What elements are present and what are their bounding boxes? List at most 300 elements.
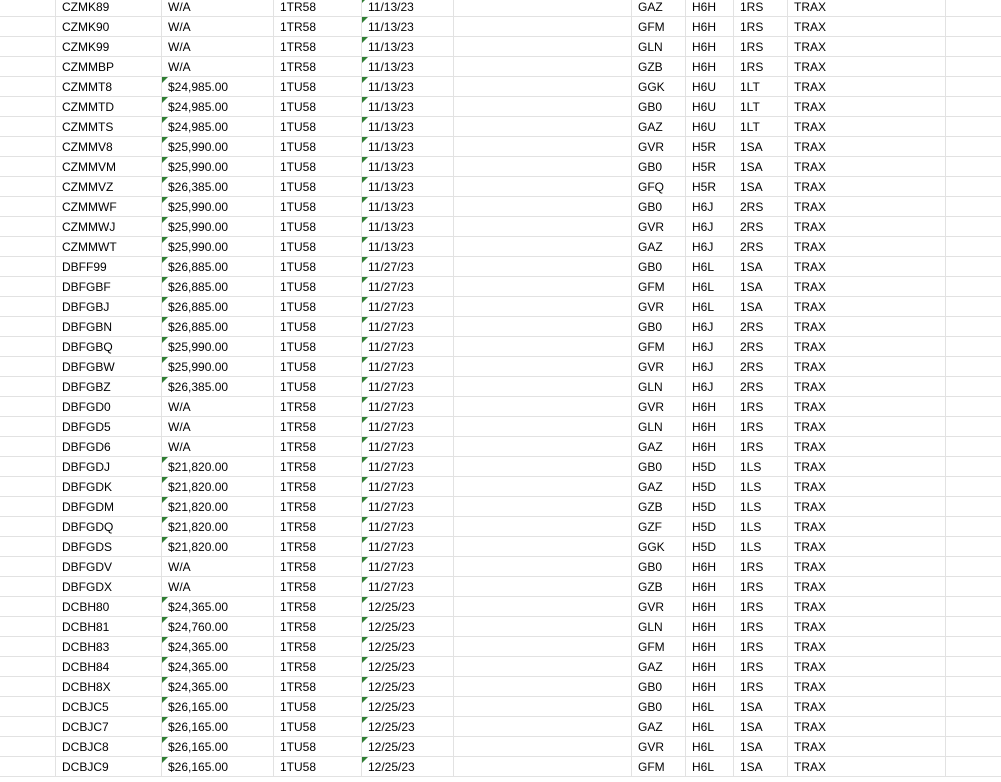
cell-color-code[interactable]: GB0 — [632, 557, 686, 577]
cell-blank-k[interactable] — [946, 297, 1001, 317]
cell-vin-code[interactable]: DBFGDK — [56, 477, 162, 497]
cell-color-code[interactable]: GB0 — [632, 97, 686, 117]
cell-date[interactable]: 11/27/23 — [362, 457, 454, 477]
cell-blank-f[interactable] — [454, 477, 632, 497]
cell-package[interactable]: 2RS — [734, 217, 788, 237]
cell-trim-code[interactable]: H5D — [686, 457, 734, 477]
cell-model[interactable]: 1TU58 — [274, 717, 362, 737]
cell-blank-f[interactable] — [454, 597, 632, 617]
cell-color-code[interactable]: GVR — [632, 397, 686, 417]
cell-price[interactable]: $24,985.00 — [162, 77, 274, 97]
cell-blank-f[interactable] — [454, 617, 632, 637]
cell-color-code[interactable]: GLN — [632, 37, 686, 57]
cell-vehicle-type[interactable]: TRAX — [788, 357, 946, 377]
cell-blank-f[interactable] — [454, 577, 632, 597]
cell-color-code[interactable]: GZB — [632, 497, 686, 517]
cell-vin-code[interactable]: DCBH81 — [56, 617, 162, 637]
cell-vin-code[interactable]: DCBJC5 — [56, 697, 162, 717]
cell-vin-code[interactable]: DBFGD5 — [56, 417, 162, 437]
cell-vehicle-type[interactable]: TRAX — [788, 117, 946, 137]
cell-package[interactable]: 1LS — [734, 457, 788, 477]
cell-date[interactable]: 12/25/23 — [362, 757, 454, 777]
cell-date[interactable]: 12/25/23 — [362, 597, 454, 617]
cell-color-code[interactable]: GAZ — [632, 717, 686, 737]
cell-date[interactable]: 11/13/23 — [362, 177, 454, 197]
cell-vehicle-type[interactable]: TRAX — [788, 277, 946, 297]
cell-vehicle-type[interactable]: TRAX — [788, 97, 946, 117]
cell-model[interactable]: 1TU58 — [274, 117, 362, 137]
cell-vin-code[interactable]: DCBH84 — [56, 657, 162, 677]
cell-date[interactable]: 11/27/23 — [362, 417, 454, 437]
cell-vehicle-type[interactable]: TRAX — [788, 257, 946, 277]
cell-blank-f[interactable] — [454, 637, 632, 657]
cell-blank-k[interactable] — [946, 97, 1001, 117]
cell-blank-a[interactable] — [0, 497, 56, 517]
cell-price[interactable]: W/A — [162, 17, 274, 37]
cell-blank-k[interactable] — [946, 497, 1001, 517]
cell-price[interactable]: $26,165.00 — [162, 737, 274, 757]
cell-blank-a[interactable] — [0, 257, 56, 277]
cell-vin-code[interactable]: DBFGDQ — [56, 517, 162, 537]
cell-color-code[interactable]: GFQ — [632, 177, 686, 197]
cell-vehicle-type[interactable]: TRAX — [788, 737, 946, 757]
cell-color-code[interactable]: GLN — [632, 417, 686, 437]
cell-package[interactable]: 2RS — [734, 197, 788, 217]
cell-package[interactable]: 1RS — [734, 57, 788, 77]
cell-price[interactable]: $26,885.00 — [162, 317, 274, 337]
cell-package[interactable]: 2RS — [734, 317, 788, 337]
cell-date[interactable]: 11/27/23 — [362, 397, 454, 417]
cell-package[interactable]: 1SA — [734, 737, 788, 757]
cell-blank-a[interactable] — [0, 177, 56, 197]
cell-package[interactable]: 1RS — [734, 577, 788, 597]
cell-trim-code[interactable]: H6H — [686, 17, 734, 37]
cell-date[interactable]: 11/13/23 — [362, 17, 454, 37]
cell-trim-code[interactable]: H6L — [686, 757, 734, 777]
cell-blank-k[interactable] — [946, 117, 1001, 137]
cell-blank-f[interactable] — [454, 117, 632, 137]
cell-trim-code[interactable]: H6L — [686, 697, 734, 717]
cell-vehicle-type[interactable]: TRAX — [788, 537, 946, 557]
cell-vin-code[interactable]: CZMMWF — [56, 197, 162, 217]
cell-price[interactable]: $25,990.00 — [162, 137, 274, 157]
cell-vehicle-type[interactable]: TRAX — [788, 77, 946, 97]
cell-vin-code[interactable]: DBFGBF — [56, 277, 162, 297]
cell-blank-f[interactable] — [454, 17, 632, 37]
cell-trim-code[interactable]: H6J — [686, 237, 734, 257]
cell-model[interactable]: 1TU58 — [274, 137, 362, 157]
cell-blank-a[interactable] — [0, 77, 56, 97]
cell-date[interactable]: 11/27/23 — [362, 577, 454, 597]
cell-price[interactable]: W/A — [162, 57, 274, 77]
cell-date[interactable]: 12/25/23 — [362, 637, 454, 657]
cell-trim-code[interactable]: H6H — [686, 577, 734, 597]
cell-vehicle-type[interactable]: TRAX — [788, 157, 946, 177]
cell-date[interactable]: 11/13/23 — [362, 57, 454, 77]
cell-blank-a[interactable] — [0, 277, 56, 297]
cell-price[interactable]: $24,985.00 — [162, 97, 274, 117]
cell-blank-k[interactable] — [946, 737, 1001, 757]
cell-price[interactable]: $25,990.00 — [162, 157, 274, 177]
cell-model[interactable]: 1TR58 — [274, 497, 362, 517]
cell-trim-code[interactable]: H5R — [686, 137, 734, 157]
cell-blank-k[interactable] — [946, 637, 1001, 657]
cell-blank-k[interactable] — [946, 657, 1001, 677]
cell-date[interactable]: 11/13/23 — [362, 157, 454, 177]
cell-blank-k[interactable] — [946, 217, 1001, 237]
cell-model[interactable]: 1TU58 — [274, 237, 362, 257]
cell-blank-k[interactable] — [946, 577, 1001, 597]
cell-price[interactable]: W/A — [162, 577, 274, 597]
cell-color-code[interactable]: GAZ — [632, 657, 686, 677]
cell-blank-a[interactable] — [0, 437, 56, 457]
cell-trim-code[interactable]: H6H — [686, 397, 734, 417]
cell-color-code[interactable]: GFM — [632, 277, 686, 297]
cell-trim-code[interactable]: H6U — [686, 77, 734, 97]
cell-model[interactable]: 1TR58 — [274, 477, 362, 497]
cell-vehicle-type[interactable]: TRAX — [788, 217, 946, 237]
cell-blank-f[interactable] — [454, 37, 632, 57]
cell-blank-f[interactable] — [454, 497, 632, 517]
cell-vehicle-type[interactable]: TRAX — [788, 337, 946, 357]
cell-blank-k[interactable] — [946, 177, 1001, 197]
cell-package[interactable]: 1RS — [734, 397, 788, 417]
cell-date[interactable]: 11/13/23 — [362, 217, 454, 237]
cell-vin-code[interactable]: DBFGD0 — [56, 397, 162, 417]
cell-color-code[interactable]: GAZ — [632, 477, 686, 497]
cell-package[interactable]: 1RS — [734, 637, 788, 657]
cell-package[interactable]: 1SA — [734, 137, 788, 157]
cell-blank-a[interactable] — [0, 57, 56, 77]
cell-blank-f[interactable] — [454, 157, 632, 177]
cell-date[interactable]: 11/13/23 — [362, 197, 454, 217]
cell-blank-f[interactable] — [454, 0, 632, 17]
cell-color-code[interactable]: GAZ — [632, 437, 686, 457]
cell-date[interactable]: 12/25/23 — [362, 657, 454, 677]
cell-package[interactable]: 1LT — [734, 117, 788, 137]
cell-vin-code[interactable]: CZMK90 — [56, 17, 162, 37]
cell-vehicle-type[interactable]: TRAX — [788, 577, 946, 597]
cell-blank-f[interactable] — [454, 257, 632, 277]
cell-model[interactable]: 1TU58 — [274, 377, 362, 397]
cell-vehicle-type[interactable]: TRAX — [788, 17, 946, 37]
cell-blank-k[interactable] — [946, 417, 1001, 437]
cell-vin-code[interactable]: CZMMVZ — [56, 177, 162, 197]
cell-date[interactable]: 11/27/23 — [362, 377, 454, 397]
cell-model[interactable]: 1TR58 — [274, 657, 362, 677]
cell-vehicle-type[interactable]: TRAX — [788, 317, 946, 337]
cell-package[interactable]: 1RS — [734, 597, 788, 617]
cell-vehicle-type[interactable]: TRAX — [788, 237, 946, 257]
cell-color-code[interactable]: GAZ — [632, 0, 686, 17]
cell-model[interactable]: 1TR58 — [274, 617, 362, 637]
cell-trim-code[interactable]: H5D — [686, 517, 734, 537]
cell-blank-a[interactable] — [0, 157, 56, 177]
cell-trim-code[interactable]: H5D — [686, 497, 734, 517]
cell-price[interactable]: $21,820.00 — [162, 537, 274, 557]
cell-vehicle-type[interactable]: TRAX — [788, 417, 946, 437]
cell-date[interactable]: 11/27/23 — [362, 297, 454, 317]
cell-blank-a[interactable] — [0, 577, 56, 597]
cell-trim-code[interactable]: H6L — [686, 257, 734, 277]
cell-trim-code[interactable]: H6L — [686, 717, 734, 737]
cell-blank-k[interactable] — [946, 0, 1001, 17]
cell-package[interactable]: 1LT — [734, 97, 788, 117]
cell-color-code[interactable]: GVR — [632, 217, 686, 237]
cell-model[interactable]: 1TR58 — [274, 557, 362, 577]
cell-price[interactable]: $26,165.00 — [162, 717, 274, 737]
cell-vehicle-type[interactable]: TRAX — [788, 697, 946, 717]
cell-vin-code[interactable]: DBFGD6 — [56, 437, 162, 457]
cell-blank-a[interactable] — [0, 297, 56, 317]
cell-model[interactable]: 1TR58 — [274, 517, 362, 537]
cell-vehicle-type[interactable]: TRAX — [788, 397, 946, 417]
cell-vin-code[interactable]: CZMMBP — [56, 57, 162, 77]
cell-color-code[interactable]: GB0 — [632, 457, 686, 477]
cell-vehicle-type[interactable]: TRAX — [788, 677, 946, 697]
cell-price[interactable]: $26,885.00 — [162, 297, 274, 317]
cell-blank-f[interactable] — [454, 177, 632, 197]
cell-blank-f[interactable] — [454, 97, 632, 117]
cell-trim-code[interactable]: H6U — [686, 117, 734, 137]
cell-date[interactable]: 12/25/23 — [362, 737, 454, 757]
cell-model[interactable]: 1TU58 — [274, 737, 362, 757]
cell-blank-f[interactable] — [454, 297, 632, 317]
cell-price[interactable]: $24,365.00 — [162, 637, 274, 657]
cell-model[interactable]: 1TU58 — [274, 197, 362, 217]
cell-blank-a[interactable] — [0, 317, 56, 337]
cell-trim-code[interactable]: H6H — [686, 557, 734, 577]
cell-price[interactable]: $26,165.00 — [162, 757, 274, 777]
cell-blank-a[interactable] — [0, 557, 56, 577]
cell-date[interactable]: 11/13/23 — [362, 117, 454, 137]
cell-blank-k[interactable] — [946, 557, 1001, 577]
cell-vin-code[interactable]: DCBJC9 — [56, 757, 162, 777]
cell-trim-code[interactable]: H6H — [686, 0, 734, 17]
cell-color-code[interactable]: GB0 — [632, 697, 686, 717]
cell-trim-code[interactable]: H6H — [686, 617, 734, 637]
cell-vehicle-type[interactable]: TRAX — [788, 377, 946, 397]
cell-blank-k[interactable] — [946, 437, 1001, 457]
cell-date[interactable]: 11/27/23 — [362, 357, 454, 377]
cell-model[interactable]: 1TU58 — [274, 277, 362, 297]
cell-package[interactable]: 2RS — [734, 237, 788, 257]
cell-trim-code[interactable]: H6H — [686, 417, 734, 437]
cell-date[interactable]: 11/13/23 — [362, 97, 454, 117]
cell-trim-code[interactable]: H6L — [686, 737, 734, 757]
cell-package[interactable]: 1LT — [734, 77, 788, 97]
cell-date[interactable]: 12/25/23 — [362, 697, 454, 717]
cell-vehicle-type[interactable]: TRAX — [788, 437, 946, 457]
cell-date[interactable]: 11/13/23 — [362, 77, 454, 97]
cell-blank-k[interactable] — [946, 357, 1001, 377]
cell-date[interactable]: 11/27/23 — [362, 497, 454, 517]
cell-date[interactable]: 11/27/23 — [362, 517, 454, 537]
cell-date[interactable]: 12/25/23 — [362, 677, 454, 697]
cell-model[interactable]: 1TR58 — [274, 57, 362, 77]
cell-blank-a[interactable] — [0, 197, 56, 217]
cell-price[interactable]: $24,365.00 — [162, 657, 274, 677]
cell-blank-a[interactable] — [0, 0, 56, 17]
cell-model[interactable]: 1TU58 — [274, 357, 362, 377]
cell-date[interactable]: 11/27/23 — [362, 257, 454, 277]
cell-blank-k[interactable] — [946, 37, 1001, 57]
cell-blank-k[interactable] — [946, 197, 1001, 217]
cell-blank-k[interactable] — [946, 237, 1001, 257]
cell-price[interactable]: W/A — [162, 37, 274, 57]
cell-blank-f[interactable] — [454, 517, 632, 537]
cell-date[interactable]: 11/13/23 — [362, 237, 454, 257]
cell-color-code[interactable]: GGK — [632, 77, 686, 97]
cell-trim-code[interactable]: H6L — [686, 297, 734, 317]
cell-blank-f[interactable] — [454, 357, 632, 377]
cell-color-code[interactable]: GFM — [632, 337, 686, 357]
cell-blank-a[interactable] — [0, 217, 56, 237]
cell-blank-k[interactable] — [946, 377, 1001, 397]
cell-vehicle-type[interactable]: TRAX — [788, 597, 946, 617]
cell-blank-f[interactable] — [454, 537, 632, 557]
cell-vin-code[interactable]: DBFGBQ — [56, 337, 162, 357]
cell-model[interactable]: 1TU58 — [274, 217, 362, 237]
cell-model[interactable]: 1TU58 — [274, 697, 362, 717]
cell-blank-k[interactable] — [946, 757, 1001, 777]
cell-price[interactable]: $25,990.00 — [162, 197, 274, 217]
cell-model[interactable]: 1TU58 — [274, 257, 362, 277]
cell-model[interactable]: 1TR58 — [274, 457, 362, 477]
cell-blank-k[interactable] — [946, 57, 1001, 77]
cell-color-code[interactable]: GVR — [632, 297, 686, 317]
cell-blank-a[interactable] — [0, 377, 56, 397]
cell-date[interactable]: 11/27/23 — [362, 277, 454, 297]
cell-price[interactable]: W/A — [162, 557, 274, 577]
cell-color-code[interactable]: GAZ — [632, 237, 686, 257]
cell-price[interactable]: $24,365.00 — [162, 597, 274, 617]
cell-blank-f[interactable] — [454, 457, 632, 477]
cell-color-code[interactable]: GLN — [632, 377, 686, 397]
cell-trim-code[interactable]: H5D — [686, 477, 734, 497]
cell-color-code[interactable]: GAZ — [632, 117, 686, 137]
cell-date[interactable]: 11/27/23 — [362, 317, 454, 337]
cell-vehicle-type[interactable]: TRAX — [788, 757, 946, 777]
cell-blank-f[interactable] — [454, 217, 632, 237]
cell-trim-code[interactable]: H6J — [686, 357, 734, 377]
cell-blank-f[interactable] — [454, 237, 632, 257]
cell-model[interactable]: 1TR58 — [274, 577, 362, 597]
cell-price[interactable]: $24,985.00 — [162, 117, 274, 137]
cell-trim-code[interactable]: H6H — [686, 437, 734, 457]
cell-vin-code[interactable]: DBFGDS — [56, 537, 162, 557]
cell-trim-code[interactable]: H6H — [686, 597, 734, 617]
cell-model[interactable]: 1TU58 — [274, 177, 362, 197]
cell-price[interactable]: $24,365.00 — [162, 677, 274, 697]
cell-package[interactable]: 1SA — [734, 757, 788, 777]
cell-blank-f[interactable] — [454, 677, 632, 697]
cell-color-code[interactable]: GZF — [632, 517, 686, 537]
cell-blank-a[interactable] — [0, 697, 56, 717]
cell-blank-f[interactable] — [454, 557, 632, 577]
cell-blank-f[interactable] — [454, 197, 632, 217]
cell-blank-a[interactable] — [0, 417, 56, 437]
cell-color-code[interactable]: GVR — [632, 137, 686, 157]
cell-trim-code[interactable]: H6U — [686, 97, 734, 117]
cell-vehicle-type[interactable]: TRAX — [788, 637, 946, 657]
cell-color-code[interactable]: GVR — [632, 357, 686, 377]
cell-package[interactable]: 1RS — [734, 557, 788, 577]
cell-blank-a[interactable] — [0, 637, 56, 657]
cell-package[interactable]: 1LS — [734, 497, 788, 517]
cell-trim-code[interactable]: H6J — [686, 217, 734, 237]
cell-date[interactable]: 11/27/23 — [362, 557, 454, 577]
cell-color-code[interactable]: GB0 — [632, 257, 686, 277]
cell-vehicle-type[interactable]: TRAX — [788, 457, 946, 477]
cell-blank-a[interactable] — [0, 737, 56, 757]
cell-vehicle-type[interactable]: TRAX — [788, 517, 946, 537]
cell-price[interactable]: $26,885.00 — [162, 277, 274, 297]
cell-color-code[interactable]: GVR — [632, 597, 686, 617]
cell-blank-k[interactable] — [946, 337, 1001, 357]
cell-package[interactable]: 1SA — [734, 697, 788, 717]
cell-model[interactable]: 1TU58 — [274, 337, 362, 357]
cell-blank-k[interactable] — [946, 257, 1001, 277]
cell-trim-code[interactable]: H5D — [686, 537, 734, 557]
cell-vehicle-type[interactable]: TRAX — [788, 477, 946, 497]
cell-blank-a[interactable] — [0, 537, 56, 557]
cell-blank-k[interactable] — [946, 317, 1001, 337]
cell-blank-a[interactable] — [0, 457, 56, 477]
cell-date[interactable]: 11/27/23 — [362, 477, 454, 497]
cell-blank-f[interactable] — [454, 437, 632, 457]
cell-color-code[interactable]: GFM — [632, 757, 686, 777]
cell-color-code[interactable]: GB0 — [632, 157, 686, 177]
cell-color-code[interactable]: GGK — [632, 537, 686, 557]
cell-model[interactable]: 1TU58 — [274, 97, 362, 117]
cell-trim-code[interactable]: H6J — [686, 197, 734, 217]
cell-package[interactable]: 1RS — [734, 677, 788, 697]
cell-vehicle-type[interactable]: TRAX — [788, 57, 946, 77]
cell-blank-k[interactable] — [946, 157, 1001, 177]
cell-trim-code[interactable]: H5R — [686, 157, 734, 177]
cell-blank-k[interactable] — [946, 697, 1001, 717]
cell-blank-a[interactable] — [0, 17, 56, 37]
cell-package[interactable]: 1RS — [734, 657, 788, 677]
cell-price[interactable]: $26,165.00 — [162, 697, 274, 717]
cell-price[interactable]: $21,820.00 — [162, 517, 274, 537]
cell-model[interactable]: 1TU58 — [274, 157, 362, 177]
cell-trim-code[interactable]: H6H — [686, 657, 734, 677]
cell-model[interactable]: 1TR58 — [274, 597, 362, 617]
cell-vin-code[interactable]: DCBJC8 — [56, 737, 162, 757]
cell-blank-f[interactable] — [454, 277, 632, 297]
cell-color-code[interactable]: GVR — [632, 737, 686, 757]
cell-package[interactable]: 1LS — [734, 517, 788, 537]
cell-color-code[interactable]: GZB — [632, 577, 686, 597]
cell-vin-code[interactable]: DBFGDX — [56, 577, 162, 597]
cell-blank-a[interactable] — [0, 137, 56, 157]
cell-color-code[interactable]: GLN — [632, 617, 686, 637]
cell-date[interactable]: 11/27/23 — [362, 537, 454, 557]
cell-blank-a[interactable] — [0, 117, 56, 137]
cell-vin-code[interactable]: CZMK89 — [56, 0, 162, 17]
cell-model[interactable]: 1TR58 — [274, 17, 362, 37]
cell-price[interactable]: W/A — [162, 0, 274, 17]
cell-package[interactable]: 1SA — [734, 297, 788, 317]
cell-blank-k[interactable] — [946, 77, 1001, 97]
cell-blank-k[interactable] — [946, 277, 1001, 297]
cell-blank-f[interactable] — [454, 717, 632, 737]
cell-blank-k[interactable] — [946, 717, 1001, 737]
cell-blank-a[interactable] — [0, 237, 56, 257]
cell-price[interactable]: $25,990.00 — [162, 337, 274, 357]
